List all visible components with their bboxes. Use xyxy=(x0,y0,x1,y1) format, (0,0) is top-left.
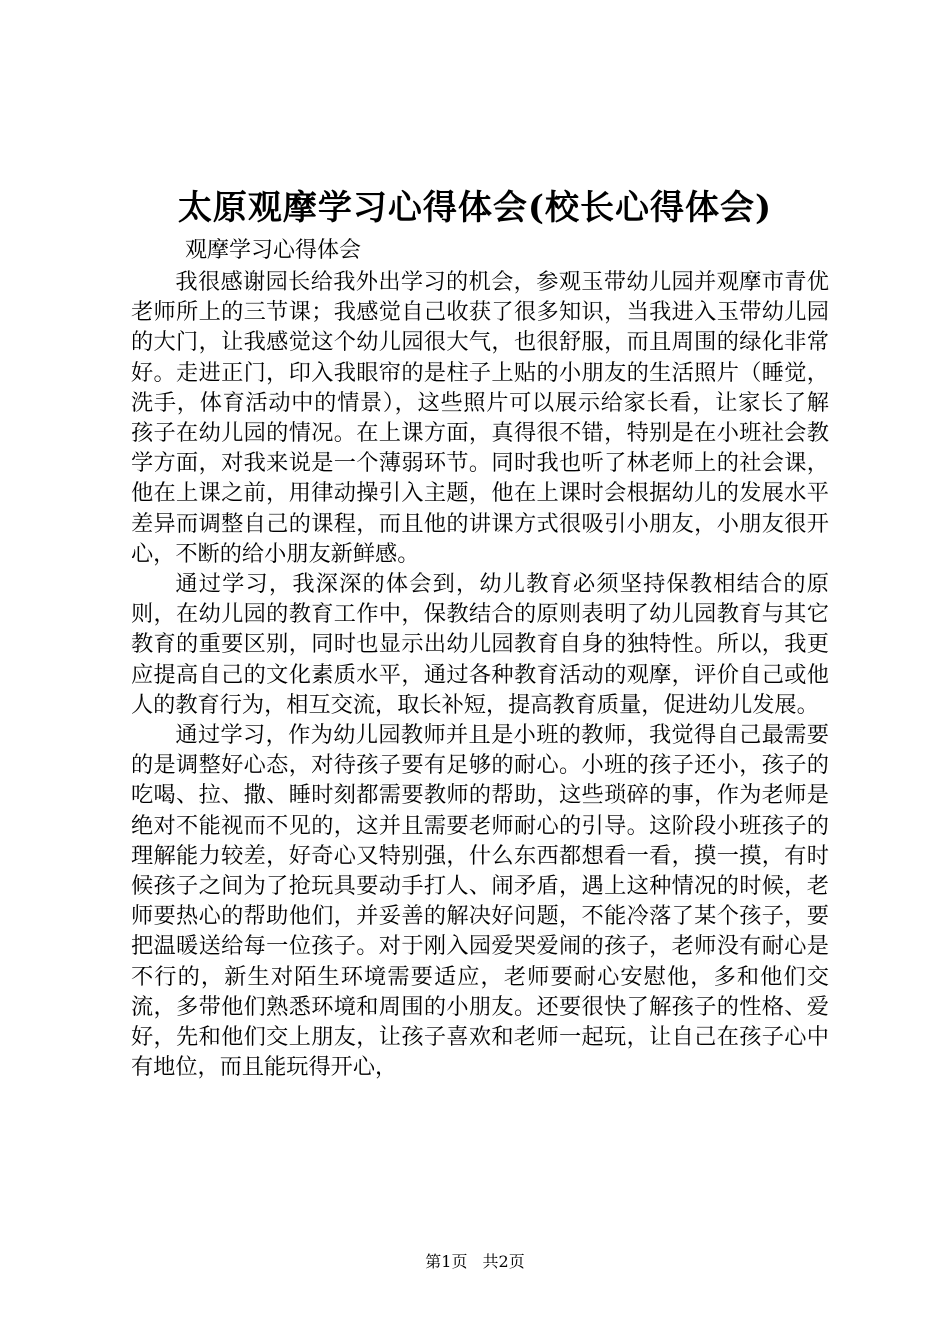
document-subtitle: 观摩学习心得体会 xyxy=(185,238,362,263)
page-footer xyxy=(0,1251,950,1273)
paragraph: 通过学习，我深深的体会到，幼儿教育必须坚持保教相结合的原则，在幼儿园的教育工作中，保教结合的原则表明了幼儿园教育与其它教育的重要区别，同时也显示出幼儿园教育自身的独特性。所以，我更应提高自己的文化素质水平，通过各种教育活动的观摩，评价自己或他人的教育行为，相互交流，取长补短，提高教育质量，促进幼儿发展。 xyxy=(131,571,829,718)
document-body xyxy=(131,267,829,1082)
paragraph: 我很感谢园长给我外出学习的机会，参观玉带幼儿园并观摩市青优老师所上的三节课；我感觉自己收获了很多知识，当我进入玉带幼儿园的大门，让我感觉这个幼儿园很大气，也很舒服，而且周围的绿化非常好。走进正门，印入我眼帘的是柱子上贴的小朋友的生活照片（睡觉，洗手，体育活动中的情景），这些照片可以展示给家长看，让家长了解孩子在幼儿园的情况。在上课方面，真得很不错，特别是在小班社会教学方面，对我来说是一个薄弱环节。同时我也听了林老师上的社会课，他在上课之前，用律动操引入主题，他在上课时会根据幼儿的发展水平差异而调整自己的课程，而且他的讲课方式很吸引小朋友，小朋友很开心，不断的给小朋友新鲜感。 xyxy=(131,269,829,567)
paragraph: 通过学习，作为幼儿园教师并且是小班的教师，我觉得自己最需要的是调整好心态，对待孩子要有足够的耐心。小班的孩子还小，孩子的吃喝、拉、撒、睡时刻都需要教师的帮助，这些琐碎的事，作为老师是绝对不能视而不见的，这并且需要老师耐心的引导。这阶段小班孩子的理解能力较差，好奇心又特别强，什么东西都想看一看，摸一摸，有时候孩子之间为了抢玩具要动手打人、闹矛盾，遇上这种情况的时候，老师要热心的帮助他们，并妥善的解决好问题，不能冷落了某个孩子，要把温暖送给每一位孩子。对于刚入园爱哭爱闹的孩子，老师没有耐心是不行的，新生对陌生环境需要适应，老师要耐心安慰他，多和他们交流，多带他们熟悉环境和周围的小朋友。还要很快了解孩子的性格、爱好，先和他们交上朋友，让孩子喜欢和老师一起玩，让自己在孩子心中有地位，而且能玩得开心， xyxy=(131,722,829,1081)
page-total: 共2页 xyxy=(482,1252,525,1271)
document-title: 太原观摩学习心得体会(校长心得体会) xyxy=(177,188,773,228)
page-number: 第1页 xyxy=(425,1252,468,1271)
